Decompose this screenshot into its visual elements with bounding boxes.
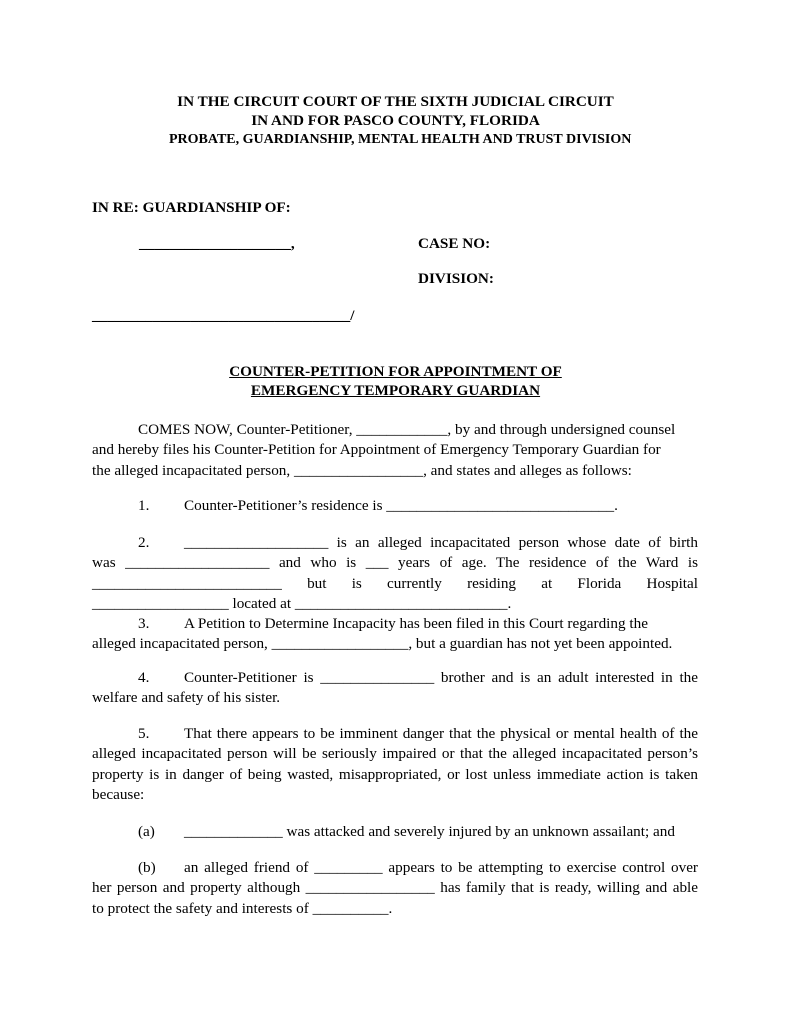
case-no-label: CASE NO:	[418, 235, 491, 252]
allegation-1-text: Counter-Petitioner’s residence is ______________________________.	[184, 497, 618, 514]
sub-allegation-a-text: _____________ was attacked and severely injured by an unknown assailant; and	[184, 823, 675, 840]
in-re-label: IN RE: GUARDIANSHIP OF:	[92, 199, 291, 216]
intro-line-3: the alleged incapacitated person, _________________, and states and alleges as follows:	[92, 461, 632, 479]
allegation-1	[92, 496, 698, 516]
court-header-line-2: IN AND FOR PASCO COUNTY, FLORIDA	[251, 112, 540, 129]
allegation-5-line-4: because:	[92, 786, 145, 804]
sub-allegation-b	[92, 858, 698, 919]
intro-paragraph	[92, 420, 698, 481]
petition-title-line-1: COUNTER-PETITION FOR APPOINTMENT OF	[229, 363, 562, 380]
allegation-2-number: 2.	[138, 534, 150, 551]
allegation-3-line-1: A Petition to Determine Incapacity has been filed in this Court regarding the	[184, 615, 648, 632]
allegation-2	[92, 533, 698, 615]
ward-name-blank: ____________________,	[139, 235, 295, 252]
court-header-line-3: PROBATE, GUARDIANSHIP, MENTAL HEALTH AND TRUST DIVISION	[169, 132, 632, 147]
allegation-2-line-2: was ___________________ and who is ___ years of age. The residence of the Ward is	[92, 554, 698, 572]
allegation-5-number: 5.	[138, 725, 150, 742]
allegation-5-line-1: That there appears to be imminent danger that the physical or mental health of the	[184, 725, 698, 742]
sub-allegation-b-label: (b)	[138, 859, 156, 876]
allegation-3	[92, 614, 698, 655]
intro-line-1: COMES NOW, Counter-Petitioner, ____________, by and through undersigned counsel	[138, 421, 676, 438]
allegation-4-number: 4.	[138, 669, 150, 686]
allegation-3-number: 3.	[138, 615, 150, 632]
allegation-5-line-2: alleged incapacitated person will be seriously impaired or that the alleged incapacitated person’s	[92, 745, 698, 763]
allegation-5-line-3: property is in danger of being wasted, misappropriated, or lost unless immediate action is taken	[92, 765, 698, 783]
allegation-1-number: 1.	[138, 497, 150, 514]
sub-allegation-b-line-2: her person and property although _________________ has family that is ready, willing and able	[92, 879, 698, 897]
allegation-2-line-1: ___________________ is an alleged incapacitated person whose date of birth	[184, 534, 698, 551]
sub-allegation-a	[92, 822, 698, 842]
sub-allegation-b-line-3: to protect the safety and interests of __________.	[92, 899, 393, 917]
allegation-3-line-2: alleged incapacitated person, __________________, but a guardian has not yet been appointed.	[92, 635, 673, 653]
allegation-2-line-4: __________________ located at ____________________________.	[92, 595, 512, 613]
allegation-4-line-1: Counter-Petitioner is _______________ brother and is an adult interested in the	[184, 669, 698, 686]
allegation-2-line-3: _________________________ but is currently residing at Florida Hospital	[92, 574, 698, 592]
caption-end-blank: __________________________________/	[92, 307, 355, 324]
division-label: DIVISION:	[418, 270, 494, 287]
sub-allegation-a-label: (a)	[138, 823, 155, 840]
allegation-5	[92, 724, 698, 806]
allegation-4	[92, 668, 698, 709]
petition-title-line-2: EMERGENCY TEMPORARY GUARDIAN	[250, 382, 541, 399]
intro-line-2: and hereby files his Counter-Petition for Appointment of Emergency Temporary Guardian for	[92, 441, 661, 459]
sub-allegation-b-line-1: an alleged friend of _________ appears to be attempting to exercise control over	[184, 859, 698, 876]
allegation-4-line-2: welfare and safety of his sister.	[92, 689, 281, 707]
court-header-line-1: IN THE CIRCUIT COURT OF THE SIXTH JUDICIAL CIRCUIT	[177, 93, 614, 110]
